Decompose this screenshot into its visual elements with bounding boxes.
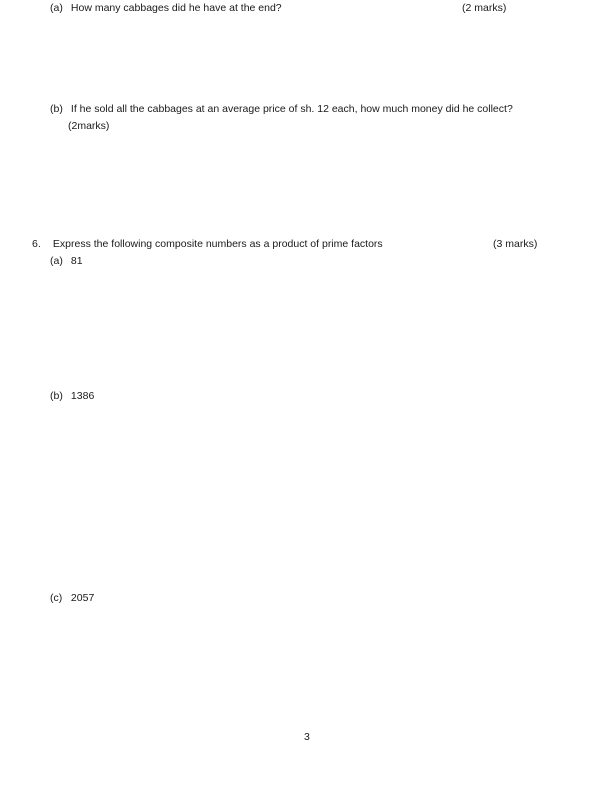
q6-line [32, 238, 383, 251]
q6a-label: (a) [50, 255, 63, 267]
q5a-label: (a) [50, 2, 63, 14]
q5a-text: How many cabbages did he have at the end? [70, 2, 282, 14]
q5b-line [50, 103, 513, 116]
q5b-text: If he sold all the cabbages at an average price of sh. 12 each, how much money did he collect? [70, 103, 513, 115]
page-number: 3 [304, 731, 310, 743]
q5a-line [50, 2, 282, 15]
q6a-value: 81 [70, 255, 83, 267]
q5a-marks: (2 marks) [462, 2, 507, 14]
q6-text: Express the following composite numbers as a product of prime factors [52, 238, 383, 250]
q5b-label: (b) [50, 103, 63, 115]
q6c-value: 2057 [70, 592, 95, 604]
q6b-label: (b) [50, 390, 63, 402]
q6b-value: 1386 [70, 390, 95, 402]
q6a-line [50, 255, 83, 268]
q6c-line [50, 592, 94, 605]
q5b-marks: (2marks) [68, 120, 110, 132]
q6-number: 6. [32, 238, 41, 250]
q6c-label: (c) [50, 592, 63, 604]
q6-marks: (3 marks) [493, 238, 538, 250]
q6b-line [50, 390, 94, 403]
